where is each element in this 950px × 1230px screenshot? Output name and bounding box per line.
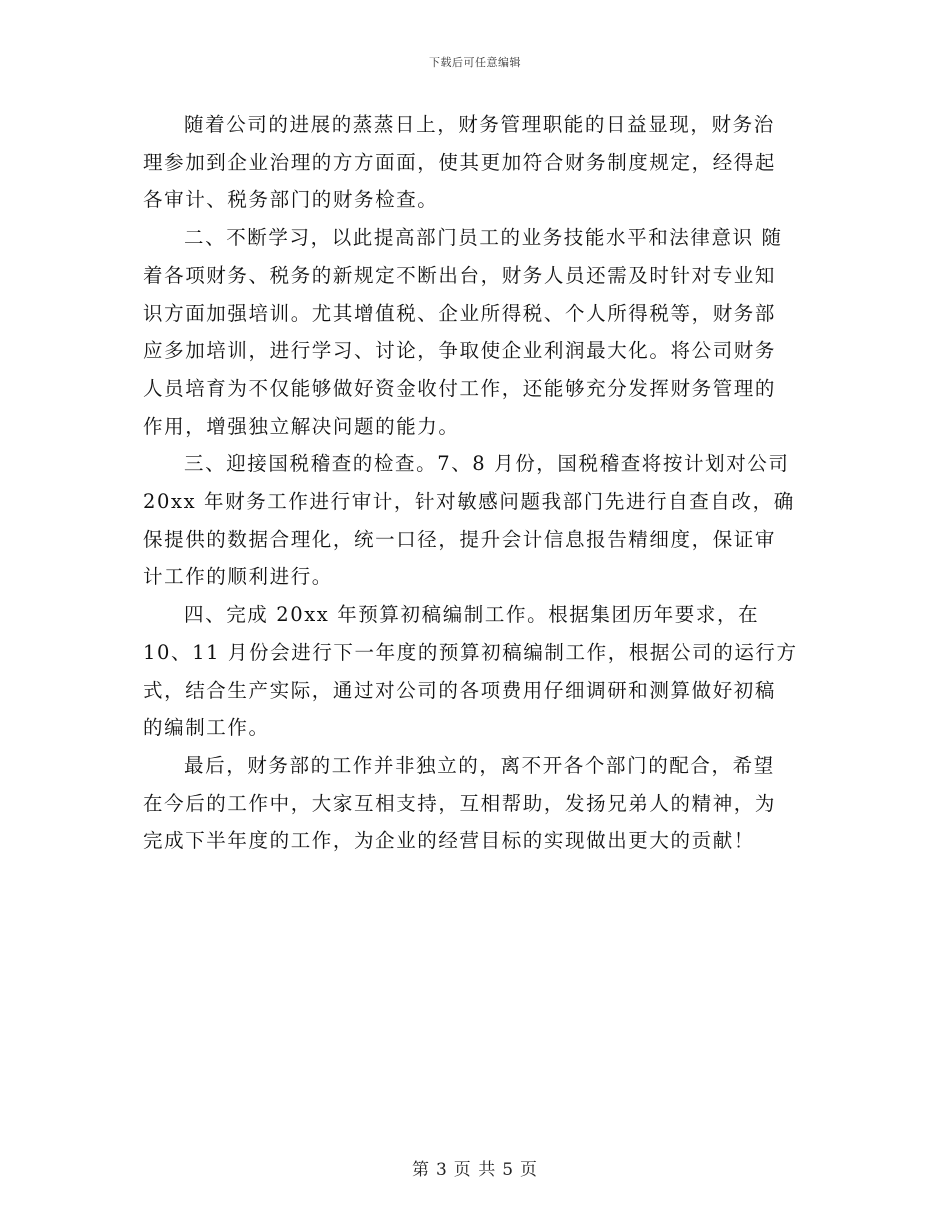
footer-total-pages: 5 [502,1160,515,1180]
text-line: 随着公司的进展的蒸蒸日上，财务管理职能的日益显现，财务治 [184,113,775,136]
text-line: 作用，增强独立解决问题的能力。 [143,414,460,438]
text-line: 应多加培训，进行学习、讨论，争取使企业利润最大化。将公司财务 [143,339,777,363]
text-line: 人员培育为不仅能够做好资金收付工作，还能够充分发挥财务管理的 [143,376,777,400]
document-body [143,106,813,860]
text-line: 识方面加强培训。尤其增值税、企业所得税、个人所得税等，财务部 [143,301,777,325]
footer-prefix: 第 [411,1160,430,1180]
text-line: 着各项财务、税务的新规定不断出台，财务人员还需及时针对专业知 [143,263,777,287]
footer-middle: 页 共 [453,1160,497,1180]
footer-current-page: 3 [435,1160,448,1180]
paragraph-4 [143,596,813,747]
footer-suffix: 页 [520,1160,539,1180]
paragraph-2 [143,219,813,445]
header-note: 下载后可任意编辑 [429,56,521,69]
text-line: 的编制工作。 [143,716,270,740]
text-line: 式，结合生产实际，通过对公司的各项费用仔细调研和测算做好初稿 [143,678,777,702]
text-line: 二、不断学习，以此提高部门员工的业务技能水平和法律意识 随 [184,226,783,250]
text-line: 理参加到企业治理的方方面面，使其更加符合财务制度规定，经得起 [143,150,777,174]
text-line: 完成下半年度的工作，为企业的经营目标的实现做出更大的贡献！ [143,829,755,853]
text-line: 10、11 月份会进行下一年度的预算初稿编制工作，根据公司的运行方 [143,640,798,664]
paragraph-3 [143,445,813,596]
text-line: 保提供的数据合理化，统一口径，提升会计信息报告精细度，保证审 [143,527,777,551]
text-line: 各审计、税务部门的财务检查。 [143,188,439,212]
paragraph-5 [143,747,813,860]
text-line: 20xx 年财务工作进行审计，针对敏感问题我部门先进行自查自改，确 [143,490,795,514]
text-line: 三、迎接国税稽查的检查。7、8 月份，国税稽查将按计划对公司 [184,452,790,476]
text-line: 四、完成 20xx 年预算初稿编制工作。根据集团历年要求，在 [184,603,760,627]
text-line: 在今后的工作中，大家互相支持，互相帮助，发扬兄弟人的精神，为 [143,791,777,815]
text-line: 最后，财务部的工作并非独立的，离不开各个部门的配合，希望 [184,753,775,777]
text-line: 计工作的顺利进行。 [143,565,333,589]
page-footer [0,1155,950,1180]
paragraph-1 [143,106,813,219]
